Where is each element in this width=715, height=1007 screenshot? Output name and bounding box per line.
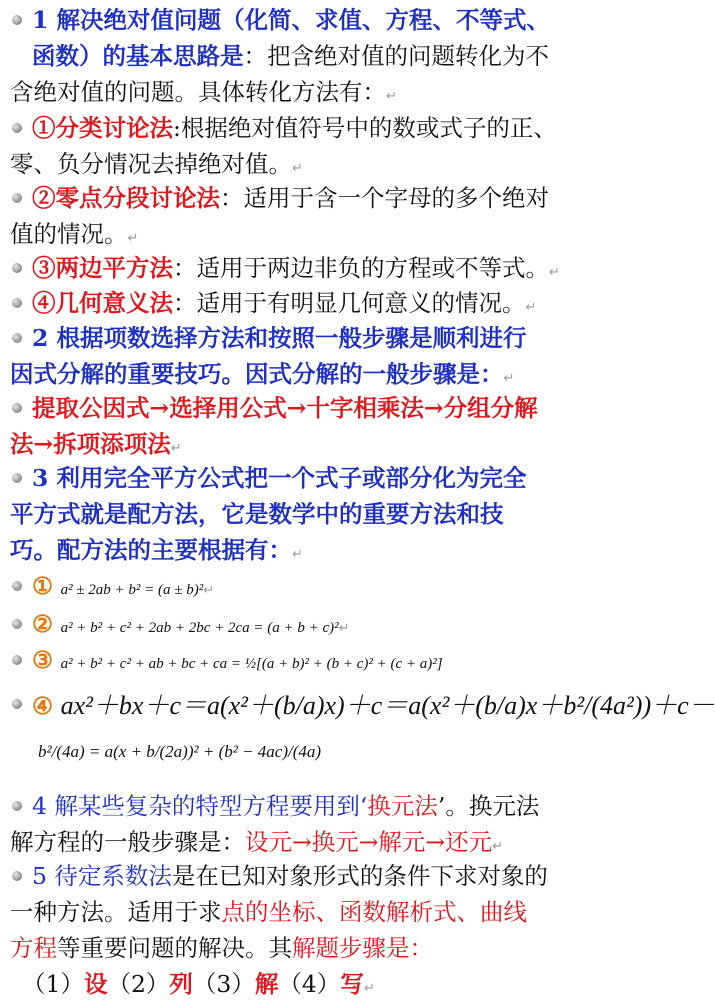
formula-4-num: ④ xyxy=(32,692,54,720)
item-10-line-3a: 方程 xyxy=(10,934,57,962)
item-9-line-2a: 解方程的一般步骤是： xyxy=(10,828,245,856)
item-1-line-2b: ：把含绝对值的问题转化为不 xyxy=(243,42,549,70)
item-2-head: ①分类讨论法 xyxy=(32,114,173,142)
item-10-line-3b: 等重要问题的解决。其 xyxy=(57,934,292,962)
item-10-line-2b: 点的坐标、函数解析式、曲线 xyxy=(221,898,527,926)
step-4: 写 xyxy=(340,970,364,998)
formula-2: a² + b² + c² + 2ab + 2bc + 2ca = (a + b + c)² xyxy=(60,620,339,636)
paragraph-mark: ↵ xyxy=(127,231,139,246)
item-1-line-1: 1 解决绝对值问题（化简、求值、方程、不等式、 xyxy=(32,6,551,34)
item-9-line-2b: 设元→换元→解元→还元 xyxy=(245,828,493,856)
item-9-line-1b: 换元法 xyxy=(367,792,438,820)
formula-3: a² + b² + c² + ab + bc + ca = ½[(a + b)² + (b + c)² + (c + a)²] xyxy=(60,656,443,672)
item-7-line-1: 提取公因式→选择用公式→十字相乘法→分组分解 xyxy=(32,394,538,422)
step-2: 列 xyxy=(169,970,193,998)
paragraph-mark: ↵ xyxy=(292,161,303,176)
paragraph-mark: ↵ xyxy=(170,441,182,456)
item-10-line-1a: 5 xyxy=(32,862,55,890)
paragraph-mark: ↵ xyxy=(203,583,215,598)
item-10-line-2a: 一种方法。适用于求 xyxy=(10,898,222,926)
paragraph-mark: ↵ xyxy=(525,300,537,315)
formula-3-num: ③ xyxy=(32,646,54,674)
item-3-head: ②零点分段讨论法 xyxy=(32,184,220,212)
paragraph-mark: ↵ xyxy=(386,89,397,104)
item-8-line-3: 巧。配方法的主要根据有： xyxy=(10,536,292,564)
item-1-line-3: 含绝对值的问题。具体转化方法有： xyxy=(10,78,386,106)
formula-item-1 xyxy=(10,568,634,609)
formula-4: ax²＋bx＋c＝a(x²＋(b/a)x)＋c＝a(x²＋(b/a)x＋b²/(4a²))＋c－ xyxy=(60,691,715,720)
step-1-label: （1） xyxy=(22,970,84,998)
bullet-item-7 xyxy=(10,390,634,467)
item-6-line-2: 因式分解的重要技巧。因式分解的一般步骤是： xyxy=(10,360,504,388)
item-9-line-1c: ’。换元法 xyxy=(437,792,540,820)
step-3: 解 xyxy=(254,970,279,998)
formula-item-3 xyxy=(10,642,634,682)
formula-1-num: ① xyxy=(32,572,54,600)
step-3-label: （3） xyxy=(192,970,255,998)
bullet-item-10 xyxy=(10,858,634,1007)
item-3-line-2: 值的情况。 xyxy=(10,220,128,248)
bullet-item-3 xyxy=(10,180,634,257)
item-3-line-1: ：适用于含一个字母的多个绝对 xyxy=(220,184,549,212)
item-6-line-1: 2 根据项数选择方法和按照一般步骤是顺利进行 xyxy=(32,324,527,352)
formula-4-continued: b²/(4a) = a(x + b/(2a))² + (b² − 4ac)/(4a) xyxy=(38,742,322,761)
bullet-item-6 xyxy=(10,320,634,397)
item-4-head: ③两边平方法 xyxy=(32,254,173,282)
item-4-line-1: ：适用于两边非负的方程或不等式。 xyxy=(173,254,549,282)
bullet-item-1 xyxy=(10,2,634,115)
formula-2-num: ② xyxy=(32,610,54,638)
item-5-line-1: ：适用于有明显几何意义的情况。 xyxy=(173,289,526,317)
item-8-line-2: 平方式就是配方法，它是数学中的重要方法和技 xyxy=(10,500,504,528)
item-1-line-2a: 函数）的基本思路是 xyxy=(32,42,244,70)
item-10-line-1b: 待定系数法 xyxy=(54,862,172,890)
item-2-line-1: :根据绝对值符号中的数或式子的正、 xyxy=(173,114,557,142)
item-10-line-3c: 解题步骤是： xyxy=(292,934,433,962)
bullet-item-9 xyxy=(10,788,634,865)
item-2-line-2: 零、负分情况去掉绝对值。 xyxy=(10,150,292,178)
paragraph-mark: ↵ xyxy=(503,371,515,386)
item-10-line-1c: 是在已知对象形式的条件下求对象的 xyxy=(171,862,548,890)
item-5-head: ④几何意义法 xyxy=(32,289,173,317)
step-2-label: （2） xyxy=(107,970,170,998)
step-4-label: （4） xyxy=(278,970,341,998)
item-7-line-2: 法→拆项添项法 xyxy=(10,430,171,458)
paragraph-mark: ↵ xyxy=(338,621,350,636)
paragraph-mark: ↵ xyxy=(292,547,303,562)
bullet-item-2 xyxy=(10,110,634,187)
step-1: 设 xyxy=(83,970,108,998)
paragraph-mark: ↵ xyxy=(492,839,503,854)
item-9-line-1a: 4 解某些复杂的特型方程要用到‘ xyxy=(32,792,368,820)
item-8-line-1: 3 利用完全平方公式把一个式子或部分化为完全 xyxy=(32,464,527,492)
bullet-item-8 xyxy=(10,460,634,573)
formula-item-4 xyxy=(10,686,715,726)
formula-item-2 xyxy=(10,606,634,647)
formula-1: a² ± 2ab + b² = (a ± b)² xyxy=(60,582,204,598)
paragraph-mark: ↵ xyxy=(549,265,560,280)
paragraph-mark: ↵ xyxy=(363,981,375,996)
